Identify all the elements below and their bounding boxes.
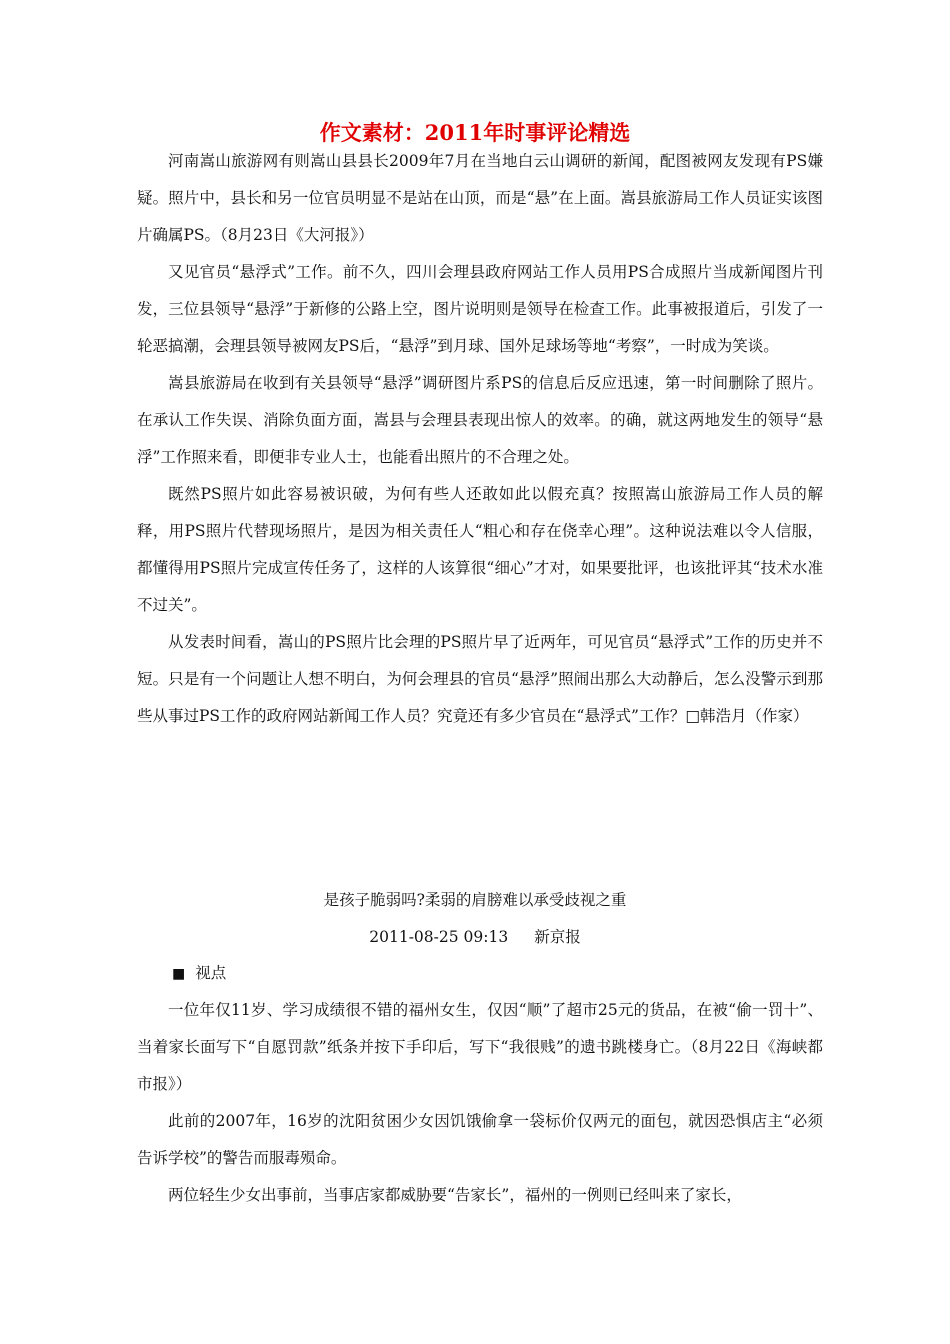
square-bullet-icon: ■	[172, 966, 186, 982]
paragraph: 两位轻生少女出事前，当事店家都威胁要“告家长”，福州的一例则已经叫来了家长，	[168, 1186, 742, 1204]
paragraph: 此前的2007年，16岁的沈阳贫困少女因饥饿偷拿一袋标价仅两元的面包，就因恐惧店主“必须告诉学校”的警告而服毒殒命。	[137, 1112, 823, 1167]
article-child-discrimination	[137, 992, 823, 1214]
section-name: 视点	[195, 964, 227, 982]
article-dateline	[0, 922, 950, 952]
article-headline: 是孩子脆弱吗?柔弱的肩膀难以承受歧视之重	[323, 891, 627, 909]
paragraph: 一位年仅11岁、学习成绩很不错的福州女生，仅因“顺”了超市25元的货品，在被“偷一罚十”、当着家长面写下“自愿罚款”纸条并按下手印后，写下“我很贱”的遗书跳楼身亡。（8月22日《海峡都市报》）	[137, 1001, 823, 1093]
paragraph: 河南嵩山旅游网有则嵩山县县长2009年7月在当地白云山调研的新闻，配图被网友发现有PS嫌疑。照片中，县长和另一位官员明显不是站在山顶，而是“悬”在上面。嵩县旅游局工作人员证实该图片确属PS。（8月23日《大河报》）	[137, 152, 823, 244]
article-ps-photos	[137, 143, 823, 735]
publication-source: 新京报	[534, 928, 581, 946]
document-title: 作文素材：2011年时事评论精选	[319, 120, 631, 145]
publish-date: 2011-08-25 09:13	[369, 928, 509, 946]
paragraph: 从发表时间看，嵩山的PS照片比会理的PS照片早了近两年，可见官员“悬浮式”工作的历史并不短。只是有一个问题让人想不明白，为何会理县的官员“悬浮”照闹出那么大动静后，怎么没警示到那些从事过PS工作的政府网站新闻工作人员？究竟还有多少官员在“悬浮式”工作？□韩浩月（作家）	[137, 633, 823, 725]
paragraph: 又见官员“悬浮式”工作。前不久，四川会理县政府网站工作人员用PS合成照片当成新闻图片刊发，三位县领导“悬浮”于新修的公路上空，图片说明则是领导在检查工作。此事被报道后，引发了一轮恶搞潮，会理县领导被网友PS后，“悬浮”到月球、国外足球场等地“考察”，一时成为笑谈。	[137, 263, 823, 355]
paragraph: 既然PS照片如此容易被识破，为何有些人还敢如此以假充真？按照嵩山旅游局工作人员的解释，用PS照片代替现场照片，是因为相关责任人“粗心和存在侥幸心理”。这种说法难以令人信服，都懂得用PS照片完成宣传任务了，这样的人该算很“细心”才对，如果要批评，也该批评其“技术水准不过关”。	[137, 485, 823, 614]
section-label	[172, 958, 226, 989]
paragraph: 嵩县旅游局在收到有关县领导“悬浮”调研图片系PS的信息后反应迅速，第一时间删除了照片。在承认工作失误、消除负面方面，嵩县与会理县表现出惊人的效率。的确，就这两地发生的领导“悬浮”工作照来看，即便非专业人士，也能看出照片的不合理之处。	[137, 374, 823, 466]
